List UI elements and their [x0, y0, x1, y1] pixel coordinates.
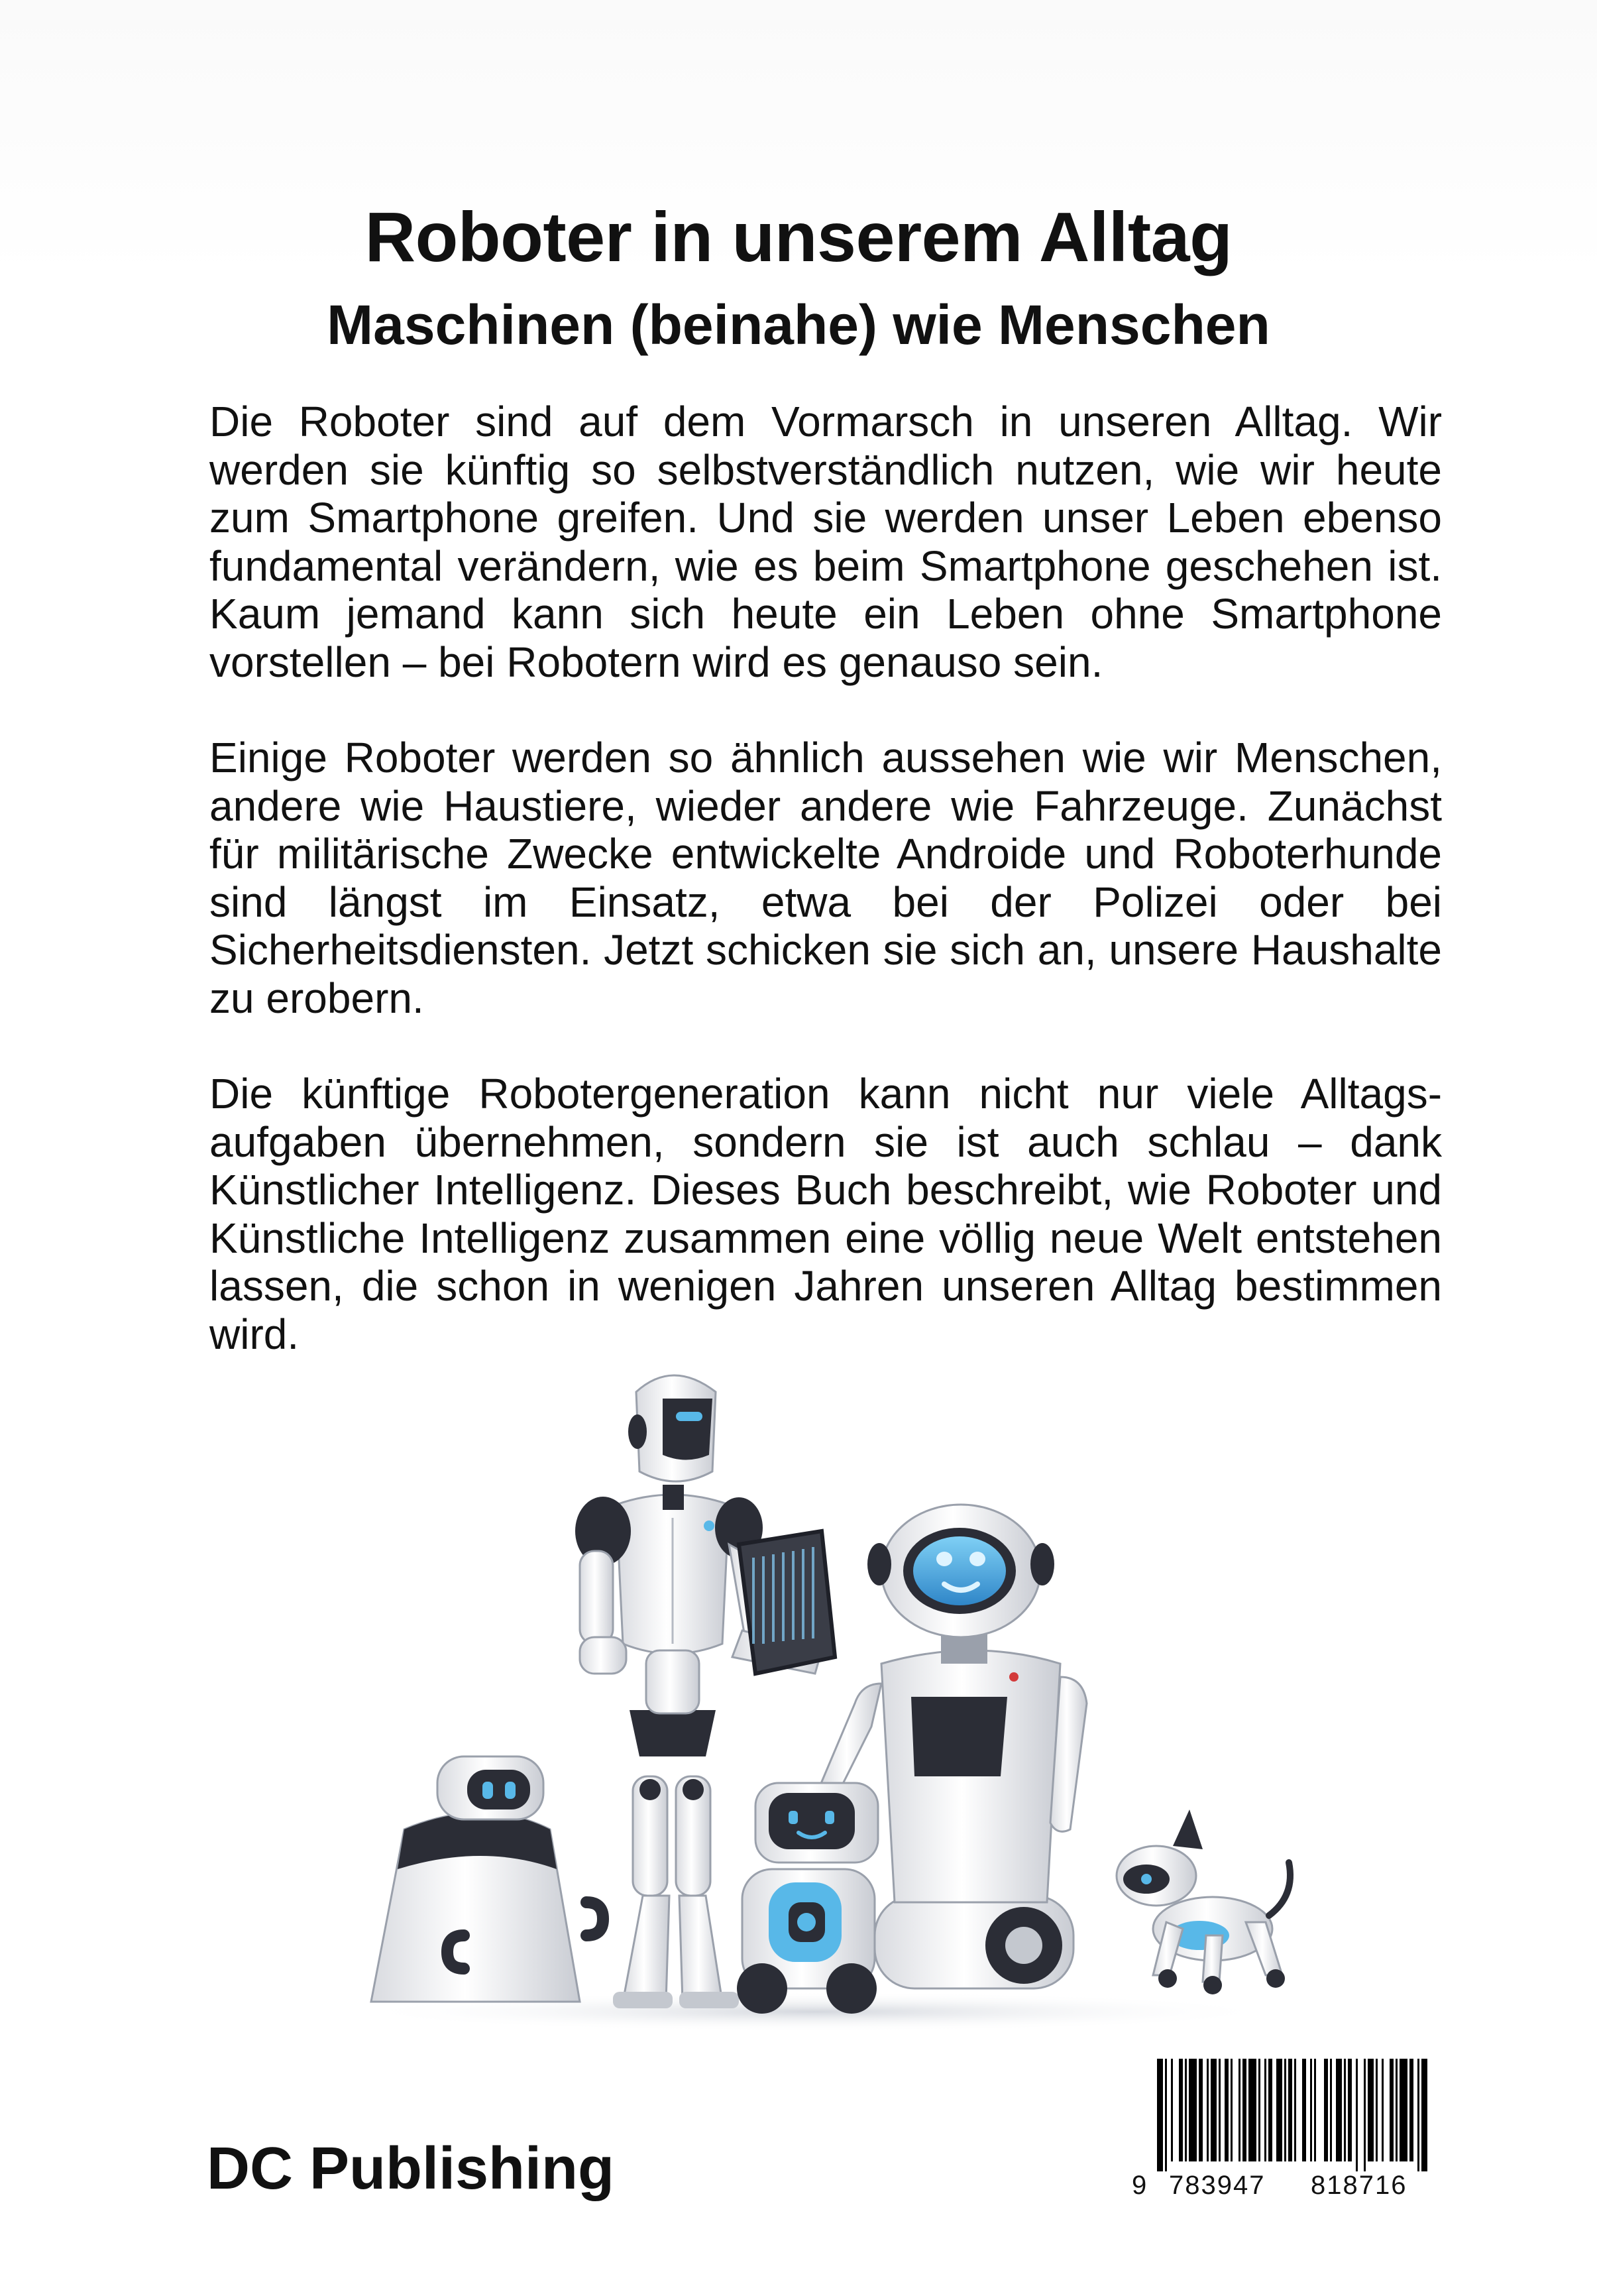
barcode-bar: [1382, 2059, 1384, 2161]
barcode-bar: [1376, 2059, 1378, 2161]
publisher-name: DC Publishing: [207, 2136, 614, 2202]
barcode-bar: [1284, 2059, 1286, 2161]
barcode-bar: [1396, 2059, 1398, 2161]
barcode-bar: [1157, 2059, 1163, 2171]
barcode-bar: [1344, 2059, 1346, 2161]
barcode-bar: [1207, 2059, 1209, 2161]
small-robot-icon: [737, 1783, 878, 2014]
barcode-bar: [1324, 2059, 1328, 2161]
barcode-bar: [1248, 2059, 1256, 2161]
barcode-bar: [1171, 2059, 1173, 2161]
barcode-bar: [1421, 2059, 1427, 2171]
robot-dog-icon: [1117, 1809, 1290, 1994]
barcode-bar: [1189, 2059, 1197, 2161]
barcode-bar: [1165, 2059, 1167, 2171]
barcode-bar: [1276, 2059, 1282, 2161]
barcode-bar: [1310, 2059, 1312, 2161]
book-title: Roboter in unserem Alltag: [364, 198, 1233, 276]
barcode-bar: [1364, 2059, 1366, 2171]
barcode-bar: [1258, 2059, 1260, 2161]
tablet-icon: [739, 1531, 835, 1674]
barcode-bar: [1368, 2059, 1374, 2161]
barcode-bar: [1225, 2059, 1229, 2161]
barcode-bar: [1409, 2059, 1413, 2161]
barcode-bar: [1242, 2059, 1246, 2161]
barcode-bar: [1330, 2059, 1332, 2161]
barcode-bar: [1239, 2059, 1240, 2161]
barcode-bar: [1219, 2059, 1221, 2161]
blurb-paragraph: Die Roboter sind auf dem Vormarsch in unseren Alltag. Wir werden sie künftig so selbstverständlich nutzen, wie wir heute zum Smartphone greifen. Und sie werden unser Leben ebenso fundamental verändern, wie es beim Smartphone geschehen ist. Kaum jemand kann sich heute ein Leben ohne Smartphone vorstellen – bei Robotern wird es genauso sein.: [209, 398, 1442, 686]
barcode-bar: [1185, 2059, 1187, 2161]
barcode-bar: [1348, 2059, 1352, 2161]
barcode-bar: [1400, 2059, 1407, 2161]
barcode-bar: [1179, 2059, 1183, 2161]
isbn-barcode: [1130, 2059, 1435, 2205]
barcode-bar: [1356, 2059, 1358, 2171]
barcode-bar: [1336, 2059, 1342, 2161]
barcode-bar: [1211, 2059, 1217, 2161]
barcode-bar: [1288, 2059, 1292, 2161]
barcode-bar: [1294, 2059, 1296, 2161]
barcode-bar: [1417, 2059, 1419, 2171]
barcode-bar: [1390, 2059, 1394, 2161]
barcode-bar: [1231, 2059, 1233, 2161]
blurb-paragraph: Einige Roboter werden so ähnlich aussehen wie wir Menschen, andere wie Haustiere, wieder andere wie Fahrzeuge. Zunächst für militärische Zwecke entwickelte Androide und Roboterhunde sind längst im Einsatz, etwa bei der Polizei oder bei Sicherheitsdiensten. Jetzt schicken sie sich an, unsere Haushalte zu erobern.: [209, 734, 1442, 1022]
blurb-text: [209, 398, 1442, 1406]
book-subtitle: Maschinen (beinahe) wie Menschen: [327, 294, 1270, 356]
barcode-bar: [1302, 2059, 1306, 2161]
barcode-bar: [1264, 2059, 1266, 2161]
barcode-bar: [1314, 2059, 1316, 2161]
barcode-right-digits: 818716: [1311, 2171, 1407, 2200]
barcode-bar: [1199, 2059, 1203, 2161]
blurb-paragraph: Die künftige Robotergeneration kann nicht nur viele Alltagsaufgaben übernehmen, sondern sie ist auch schlau – dank Künstlicher Intelligenz. Dieses Buch beschreibt, wie Roboter und Künstliche Intelligenz zusammen eine völlig neue Welt entstehen lassen, die schon in wenigen Jahren unseren Alltag bestimmen wird.: [209, 1070, 1442, 1358]
dome-robot-icon: [371, 1756, 603, 2002]
barcode-bar: [1268, 2059, 1272, 2161]
barcode-lead-digit: 9: [1132, 2171, 1147, 2200]
robots-illustration: [351, 1352, 1312, 2035]
barcode-left-digits: 783947: [1169, 2171, 1266, 2200]
